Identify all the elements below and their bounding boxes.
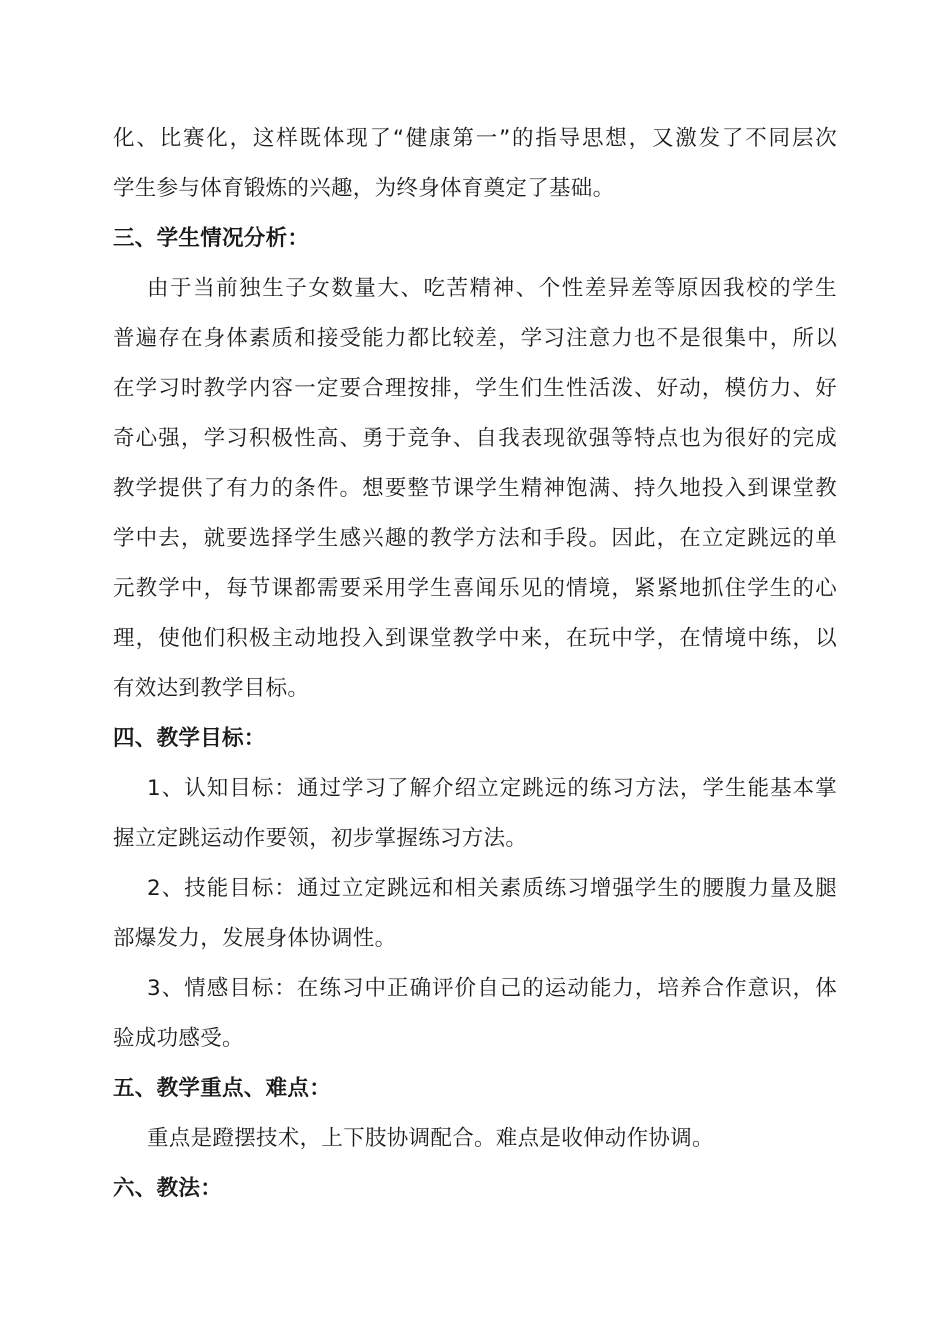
paragraph-line: 学中去，就要选择学生感兴趣的教学方法和手段。因此，在立定跳远的单 [113,526,837,551]
paragraph-line: 教学提供了有力的条件。想要整节课学生精神饱满、持久地投入到课堂教 [113,476,837,501]
paragraph-line: 普遍存在身体素质和接受能力都比较差，学习注意力也不是很集中，所以 [113,326,837,351]
paragraph-line: 有效达到教学目标。 [113,676,310,701]
section-heading-four: 四、教学目标： [113,726,266,751]
paragraph-line: 化、比赛化，这样既体现了“健康第一”的指导思想，又激发了不同层次 [113,126,837,151]
paragraph-line: 元教学中，每节课都需要采用学生喜闻乐见的情境，紧紧地抓住学生的心 [113,576,837,601]
goal-skill-line: 2、技能目标：通过立定跳远和相关素质练习增强学生的腰腹力量及腿 [147,876,837,901]
goal-cognitive-line: 1、认知目标：通过学习了解介绍立定跳远的练习方法，学生能基本掌 [147,776,837,801]
goal-skill-line: 部爆发力，发展身体协调性。 [113,926,397,951]
section-heading-five: 五、教学重点、难点： [113,1076,332,1101]
key-points-line: 重点是蹬摆技术，上下肢协调配合。难点是收伸动作协调。 [147,1126,714,1151]
section-heading-six: 六、教法： [113,1176,223,1201]
document-page [113,114,837,1214]
goal-affective-line: 3、情感目标：在练习中正确评价自己的运动能力，培养合作意识，体 [147,976,837,1001]
paragraph-line: 学生参与体育锻炼的兴趣，为终身体育奠定了基础。 [113,176,615,201]
goal-affective-line: 验成功感受。 [113,1026,244,1051]
section-heading-three: 三、学生情况分析： [113,226,310,251]
paragraph-line: 由于当前独生子女数量大、吃苦精神、个性差异差等原因我校的学生 [147,276,837,301]
goal-cognitive-line: 握立定跳运动作要领，初步掌握练习方法。 [113,826,528,851]
paragraph-line: 奇心强，学习积极性高、勇于竞争、自我表现欲强等特点也为很好的完成 [113,426,837,451]
paragraph-line: 理，使他们积极主动地投入到课堂教学中来，在玩中学，在情境中练，以 [113,626,837,651]
paragraph-line: 在学习时教学内容一定要合理按排，学生们生性活泼、好动，模仿力、好 [113,376,837,401]
